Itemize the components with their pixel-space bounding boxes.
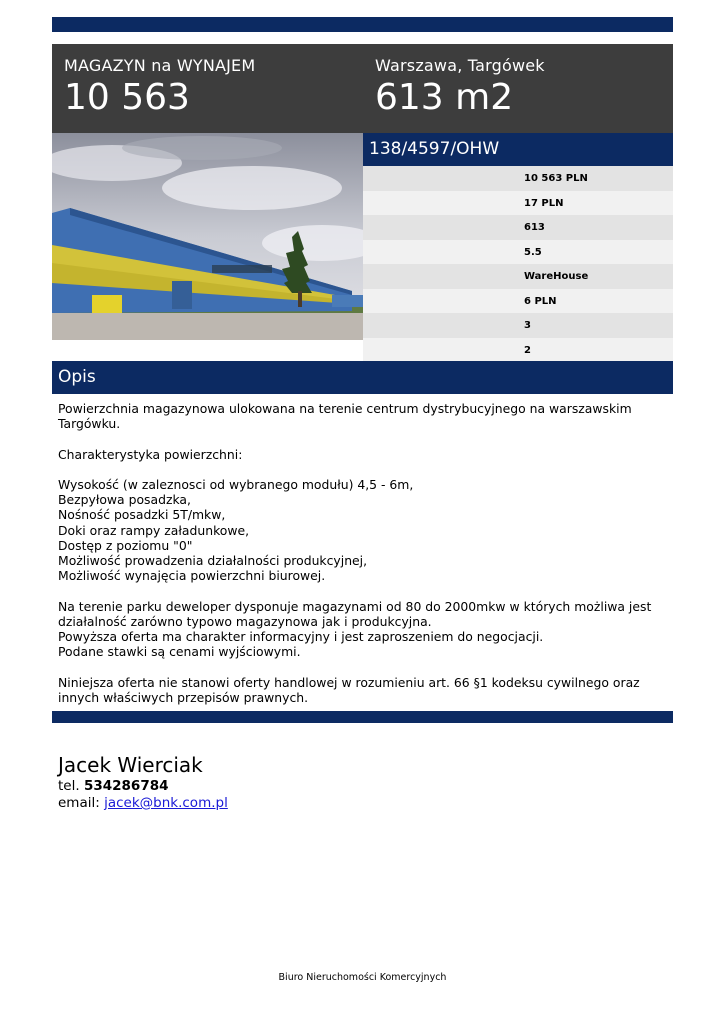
feature-line: Możliwość prowadzenia działalności produkcyjnej, [58,553,368,568]
agent-email-line [58,795,228,812]
description-line: Powyższa oferta ma charakter informacyjny i jest zaproszeniem do negocjacji. [58,629,544,644]
detail-row [363,289,673,314]
offer-location: Warszawa, Targówek [375,56,545,75]
description-line: Podane stawki są cenami wyjściowymi. [58,644,301,660]
detail-value: 17 PLN [524,197,564,209]
header-right [375,56,545,120]
feature-line: Możliwość wynajęcia powierzchni biurowej. [58,568,326,584]
detail-value: 10 563 PLN [524,173,588,184]
detail-row [363,338,673,363]
agent-contact [58,752,228,812]
feature-line: Nośność posadzki 5T/mkw, [58,507,226,523]
feature-line: Doki oraz rampy załadunkowe, [58,522,250,538]
detail-row [363,240,673,265]
feature-line: Dostęp z poziomu "0" [58,537,193,553]
detail-value: 6 PLN [524,295,557,307]
disclaimer-line: Niniejsza oferta nie stanowi oferty handlowej w rozumieniu art. 66 §1 kodeksu cywilnego oraz [58,674,640,690]
offer-details-table [363,166,673,362]
agent-name: Jacek Wierciak [58,753,203,777]
offer-price: 10 563 [64,77,190,118]
description-body [58,401,670,705]
agent-email-link[interactable]: jacek@bnk.com.pl [104,795,228,811]
agent-phone: 534286784 [83,778,169,794]
description-line: Targówku. [58,416,121,432]
offer-reference-number: 138/4597/OHW [369,139,500,159]
detail-row [363,166,673,191]
detail-value: 5.5 [524,246,542,258]
detail-row [363,264,673,289]
disclaimer-line: innych właściwych przepisów prawnych. [58,689,309,705]
description-line: Powierzchnia magazynowa ulokowana na terenie centrum dystrybucyjnego na warszawskim [58,401,632,416]
offer-header [52,44,673,133]
detail-row [363,191,673,216]
description-section-bar [52,361,673,394]
top-accent-bar [52,17,673,32]
detail-row [363,313,673,338]
agent-phone-line [58,778,228,795]
bottom-accent-bar [52,711,673,723]
offer-area: 613 m2 [375,77,514,118]
email-label: email: [58,795,100,811]
footer-company: Biuro Nieruchomości Komercyjnych [278,972,447,983]
detail-value: 613 [524,222,545,233]
phone-label: tel. [58,778,80,794]
header-left [64,56,255,120]
detail-row [363,215,673,240]
warehouse-photo [52,133,363,340]
features-title: Charakterystyka powierzchni: [58,446,243,462]
description-section-title: Opis [58,367,96,387]
offer-type-label: MAGAZYN na WYNAJEM [64,56,256,75]
feature-line: Wysokość (w zaleznosci od wybranego modułu) 4,5 - 6m, [58,476,414,492]
description-line: działalność zarówno typowo magazynowa jak i produkcyjna. [58,613,432,629]
description-line: Na terenie parku deweloper dysponuje magazynami od 80 do 2000mkw w których możliwa jest [58,598,652,614]
detail-value: 2 [524,344,531,356]
detail-value: 3 [524,320,531,331]
detail-value: WareHouse [524,271,589,282]
feature-line: Bezpyłowa posadzka, [58,492,191,508]
reference-bar [363,133,673,166]
